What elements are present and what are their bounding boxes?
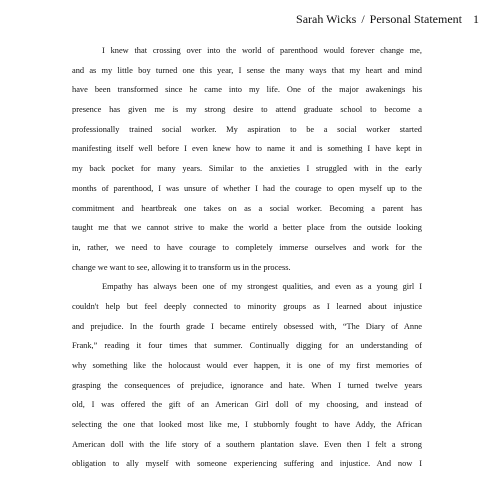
text-line: obligation to ally myself with someone experiencing suffering and injustice. And now I [72,459,422,469]
text-line: my back pocket for many years. Similar to the anxieties I struggled with in the early [72,164,422,174]
text-line: taught me that we cannot strive to make the world a better place from the outside looking [72,223,422,233]
text-line: Frank,” reading it four times that summer. Continually digging for an understanding of [72,341,422,351]
text-line: professionally trained social worker. My aspiration to be a social worker started [72,124,422,134]
text-line: I knew that crossing over into the world of parenthood would forever change me, [102,46,422,55]
text-line: manifesting itself well before I even knew how to name it and is something I have kept in [72,144,422,154]
text-line: old, I was offered the gift of an American Girl doll of my choosing, and instead of [72,400,422,410]
running-header [296,12,479,27]
text-line: have been transformed since he came into my life. One of the major awakenings his [72,85,422,95]
document-body [72,41,422,474]
text-line: grasping the consequences of prejudice, ignorance and hate. When I turned twelve years [72,380,422,390]
text-line: and as my little boy turned one this year, I sense the many ways that my heart and mind [72,65,422,75]
text-line: Empathy has always been one of my strongest qualities, and even as a young girl I [102,282,422,292]
text-line: change we want to see, allowing it to transform us in the process. [72,262,291,272]
header-separator: / [361,12,365,26]
header-author: Sarah Wicks [296,12,357,26]
text-line: commitment and heartbreak one takes on as a social worker. Becoming a parent has [72,203,422,213]
paragraph-1 [72,41,422,277]
text-line: selecting the one that looked most like me, I stubbornly fought to have Addy, the African [72,420,422,430]
page-number: 1 [473,12,479,26]
header-title: Personal Statement [369,12,462,26]
paragraph-2 [72,277,422,474]
text-line: presence has given me is my strong desire to attend graduate school to become a [72,105,422,115]
text-line: in, rather, we need to have courage to completely immerse ourselves and work for the [72,242,422,252]
text-line: couldn't help but feel deeply connected to minority groups as I learned about injustice [72,301,422,311]
text-line: why something like the holocaust would ever happen, it is one of my first memories of [72,361,422,370]
text-line: months of parenthood, I was unsure of whether I had the courage to open myself up to the [72,183,422,193]
text-line: and prejudice. In the fourth grade I became entirely obsessed with, “The Diary of Anne [72,321,422,331]
text-line: American doll with the life story of a southern plantation slave. Even then I felt a strong [72,439,422,449]
